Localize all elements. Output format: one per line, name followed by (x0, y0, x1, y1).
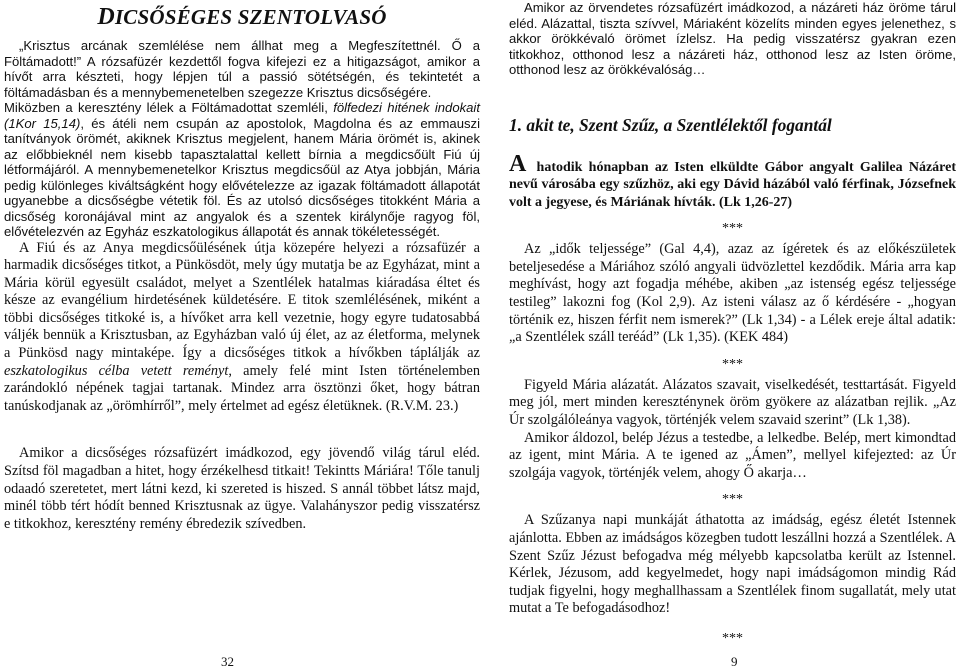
mystery-heading: 1. akit te, Szent Szűz, a Szentlélektől fogantál (509, 114, 832, 135)
separator: *** (722, 221, 743, 237)
paragraph-text: Miközben a keresztény lélek a Föltámadottat szemléli, (4, 100, 334, 115)
separator: *** (722, 356, 743, 372)
intro-paragraph: Amikor az örvendetes rózsafüzért imádkozod, a názáreti ház öröme tárul eléd. Alázattal, tiszta szívvel, Máriaként közelíts minden egyes jelenethez, s akkor örökkévaló örömet ízlelsz. Ha pedig visszatérsz gyakran ezen titkokhoz, otthonod lesz a názáreti ház, otthonod lesz az Isten öröme, otthonod lesz az örökkévalóság… (509, 0, 956, 77)
humility-paragraph: Figyeld Mária alázatát. Alázatos szavait, viselkedését, testtartását. Figyeld meg jól, mert minden kereszténynek öröm gyökere az alázatban rejlik. „Az Úr szolgálóleánya vagyok, történjék velem szavaid szerint” (Lk 1,38). (509, 376, 956, 429)
paragraph-text: , és átéli nem csupán az apostolok, Magdolna és az emmauszi tanítványok örömét, akiknek Krisztus megjelent, hanem Mária örömét is, akinek az előbbieknél nem kisebb tapasztalattal kellett bírnia a megdicsőült Fiú új létformájáról. A mennybemenetelkor Krisztus megdicsőül az Atya jobbján, Mária pedig különleges kiváltságként hogy elővételezze az igazak föltámadott állapotát ugyanebbe a dicsőségbe vétetik föl. És az utolsó dicsőséges titokként Mária a dicsőség koronájával mint az angyalok és a szentek királynője ragyog föl, elővételezvén az Egyház eszkatologikus állapotát és annak tökéletességét. (4, 115, 480, 239)
emphasis-text: fölfedezi hitének indokait (1Kor 15,14) (4, 100, 480, 131)
paragraph-text: , amely felé mint Isten történelemben zarándokló népének tagjai tartanak. Mindez arra ösztönzi őket, hogy bátran tanúskodjanak az „örömhírről”, mely értelmet ad egész életüknek. (R.V.M. 23.) (4, 362, 480, 414)
quote-text: hatodik hónapban az Isten elküldte Gábor angyalt Galilea Názáret nevű városába egy szűzhöz, aki egy Dávid házából való férfinak, Józsefnek volt a jegyese, és Máriának hívták. (509, 159, 956, 210)
left-page (4, 0, 480, 533)
title-rest: ICSŐSÉGES SZENTOLVASÓ (114, 5, 387, 29)
drop-cap: A (509, 150, 527, 177)
separator: *** (722, 630, 743, 646)
right-page (509, 0, 956, 651)
quote-reference: (Lk 1,26-27) (715, 194, 793, 210)
emphasis-text: eszkatologikus célba vetett reményt (4, 362, 229, 379)
intro-paragraph: „Krisztus arcának szemlélése nem állhat meg a Megfeszítettnél. Ő a Föltámadott!” A rózsafüzér kezdettől fogva kifejezi ez a hitigazságot, amikor a hívőt arra készteti, hogy lépjen túl a passió sötétségén, és tekintetét a föltámadásban és a mennybemenetelben szegezze Krisztus dicsőségére. (4, 38, 480, 100)
page-number-left: 32 (221, 654, 234, 669)
title-initial: D (97, 4, 115, 30)
communion-paragraph: Amikor áldozol, belép Jézus a testedbe, a lelkedbe. Belép, mert kimondtad az igent, mint Mária. A te igened az „Ámen”, mellyel kifejezted: az Úr szolgája vagyok, történjék velem, ahogy Ő akarja… (509, 429, 956, 481)
paragraph-text: A Fiú és az Anya megdicsőülésének útja közepére helyezi a rózsafüzér a harmadik dicsőséges titkot, a Pünkösdöt, mely úgy mutatja be az Egyházat, mint a Mária körül egyesült családot, melyet a Szentlélek hatalmas kiáradása éltet és késze az evangélium hirdetésének küldetésére. E titok szemlélésének, miként a többi dicsőséges titkoké is, a hívőket arra kell vezetnie, hogy egyre tudatosabbá váljék bennük a Krisztusban, az Egyházban való új élet, az az életforma, melynek a Pünkösd nagy mintaképe. Így a dicsőséges titkok a hívőkben táplálják az (4, 239, 480, 362)
glorious-mysteries-paragraph (4, 100, 480, 240)
catechism-paragraph: Az „idők teljessége” (Gal 4,4), azaz az ígéretek és az előkészületek beteljesedése a Máriához szóló angyali üdvözlettel kezdődik. Mária arra kap meghívást, hogy azt fogadja méhébe, akiben „az istenség egész teljessége testileg” lakozni fog (Kol 2,9). Az isteni válasz az ő kérdésére - „hogyan történik ez, hiszen férfit nem ismerek?” (Lk 1,34) - a Lélek ereje által adatik: „a Szentlélek száll teréád” (Lk 1,35). (KEK 484) (509, 241, 956, 346)
scripture-quote (509, 150, 956, 212)
separator: *** (722, 492, 743, 508)
page-number-right: 9 (731, 654, 738, 669)
meditation-paragraph: Amikor a dicsőséges rózsafüzért imádkozod, egy jövendő világ tárul eléd. Szítsd föl magadban a hitet, hogy érzékelhesd titkait! Tekintts Máriára! Tőle tanulj odaadó szeretetet, mert látni kezd, ki szereted is hiszed. S annál többet látsz majd, minél több tért hódít benned Krisztusnak az ügye. Valahányszor pedig visszatérsz e titkokhoz, keresztény remény ébredezik szívedben. (4, 445, 480, 532)
prayer-paragraph: A Szűzanya napi munkáját áthatotta az imádság, egész életét Istennek ajánlotta. Ebben az imádságos közegben tudott leszállni hozzá a Szentlélek. A Szent Szűz Jézust befogadva még mélyebb kapcsolatba került az Istennel. Kérlek, Jézusom, add kegyelmedet, hogy napi imádságomon mindig Rád tudjak figyelni, hogy meghallhassam a Szentlélek finom sugallatát, mely utat mutat a Te befogadásodhoz! (509, 512, 956, 617)
page-title (4, 4, 480, 30)
pentecost-paragraph (4, 240, 480, 416)
